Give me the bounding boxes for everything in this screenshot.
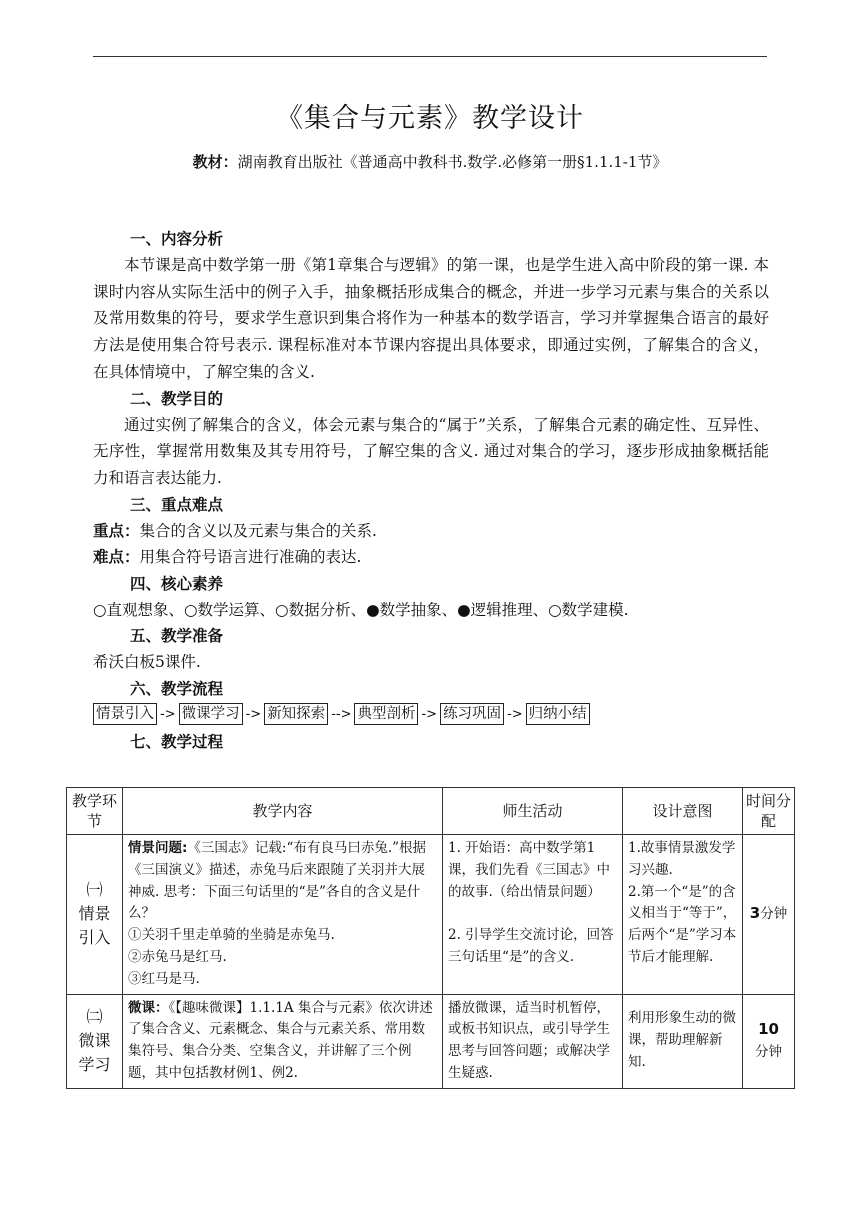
header-intent: 设计意图 (623, 788, 743, 835)
difficulty-text: 用集合符号语言进行准确的表达. (139, 548, 362, 567)
document-body (93, 226, 769, 755)
header-rule (93, 56, 767, 57)
section-heading-key-points: 三、重点难点 (130, 495, 224, 514)
table-row (67, 835, 795, 995)
header-activity: 师生活动 (443, 788, 623, 835)
difficulty-label: 难点： (93, 548, 140, 567)
flow-step: 情景引入 (93, 703, 157, 725)
table-row (67, 994, 795, 1088)
time-value: 3 (749, 903, 761, 922)
time-cell (743, 835, 795, 995)
textbook-source (0, 151, 860, 172)
key-point-line (93, 518, 769, 545)
activity-cell (443, 835, 623, 995)
flow-step: 练习巩固 (440, 703, 504, 725)
list-item: ②赤兔马是红马. (128, 948, 227, 965)
section-heading-content-analysis: 一、内容分析 (130, 230, 224, 248)
content-analysis-paragraph: 本节课是高中数学第一册《第1章集合与逻辑》的第一课，也是学生进入高中阶段的第一课. 本课时内容从实际生活中的例子入手，抽象概括形成集合的概念，并进一步学习元素与集合的关系以及常用数集的符号，要求学生意识到集合将作为一种基本的数学语言，学习并掌握集合语言的最好方法是使用集合符号表示. 课程标准对本节课内容提出具体要求，即通过实例，了解集合的含义，在具体情境中，了解空集的含义. (93, 256, 769, 381)
list-item: ①关羽千里走单骑的坐骑是赤兔马. (128, 927, 335, 944)
stage-cell (67, 835, 123, 995)
flow-step: 新知探索 (264, 703, 328, 725)
stage-name: 情景引入 (78, 904, 111, 948)
key-point-text: 集合的含义以及元素与集合的关系. (139, 521, 377, 540)
activity-cell: 播放微课，适当时机暂停，或板书知识点，或引导学生思考与回答问题；或解决学生疑惑. (443, 994, 623, 1088)
page-title: 《集合与元素》教学设计 (276, 103, 584, 134)
preparation-text: 希沃白板5课件. (93, 653, 201, 672)
intent-item: 2.第一个“是”的含义相当于“等于”，后两个“是”学习本节后才能理解. (628, 883, 737, 965)
section-heading-teaching-goals: 二、教学目的 (130, 389, 224, 408)
flow-step: 典型剖析 (354, 703, 418, 725)
list-item: ③红马是马. (128, 970, 200, 987)
intent-cell: 利用形象生动的微课，帮助理解新知. (623, 994, 743, 1088)
activity-step: 1. 开始语：高中数学第1课，我们先看《三国志》中的故事.（给出情景问题） (448, 840, 610, 900)
difficulty-line (93, 544, 769, 571)
core-literacy-list: ○直观想象、○数学运算、○数据分析、●数学抽象、●逻辑推理、○数学建模. (93, 600, 629, 619)
textbook-label: 教材： (192, 153, 238, 171)
header-time: 时间分配 (743, 788, 795, 835)
flow-arrow: --> (331, 706, 352, 722)
time-cell (743, 994, 795, 1088)
key-point-label: 重点： (93, 521, 140, 540)
time-unit: 分钟 (755, 1043, 782, 1060)
flow-step: 微课学习 (179, 703, 243, 725)
stage-name: 微课学习 (78, 1031, 111, 1075)
header-stage: 教学环节 (67, 788, 123, 835)
section-heading-preparation: 五、教学准备 (130, 627, 224, 646)
stage-number: ㈡ (86, 1007, 103, 1027)
content-text: 《三国志》记载:“布有良马曰赤兔.”根据《三国演义》描述，赤兔马后来跟随了关羽并大展神威. 思考：下面三句话里的“是”各自的含义是什么？ (128, 840, 427, 922)
flow-arrow: -> (245, 706, 262, 722)
time-unit: 分钟 (760, 905, 788, 922)
flow-arrow: -> (507, 706, 523, 722)
stage-cell (67, 994, 123, 1088)
section-heading-core-literacy: 四、核心素养 (130, 574, 224, 593)
flow-step: 归纳小结 (526, 703, 590, 725)
table-header-row (67, 788, 795, 835)
intent-item: 1.故事情景激发学习兴趣. (628, 840, 736, 878)
content-label: 微课： (128, 999, 169, 1016)
teaching-flow-chain (93, 702, 769, 729)
section-heading-teaching-flow: 六、教学流程 (130, 679, 224, 698)
content-text: 《【趣味微课】1.1.1A 集合与元素》依次讲述了集合含义、元素概念、集合与元素关系、常用数集符号、集合分类、空集含义，并讲解了三个例题，其中包括教材例1、例2. (128, 999, 433, 1081)
flow-arrow: -> (160, 706, 176, 722)
section-heading-teaching-process: 七、教学过程 (130, 732, 224, 751)
teaching-goals-paragraph: 通过实例了解集合的含义，体会元素与集合的“属于”关系，了解集合元素的确定性、互异性、无序性，掌握常用数集及其专用符号，了解空集的含义. 通过对集合的学习，逐步形成抽象概括能力和语言表达能力. (93, 415, 769, 487)
header-content: 教学内容 (123, 788, 443, 835)
content-cell (123, 835, 443, 995)
teaching-process-table (66, 787, 795, 1089)
content-label: 情景问题: (128, 840, 188, 856)
content-cell (123, 994, 443, 1088)
textbook-text: 湖南教育出版社《普通高中教科书.数学.必修第一册§1.1.1-1节》 (237, 153, 668, 171)
flow-arrow: -> (421, 706, 438, 722)
intent-cell (623, 835, 743, 995)
time-value: 10 (758, 1019, 779, 1038)
activity-step: 2. 引导学生交流讨论，回答三句话里“是”的含义. (448, 927, 614, 966)
stage-number: ㈠ (86, 880, 103, 900)
